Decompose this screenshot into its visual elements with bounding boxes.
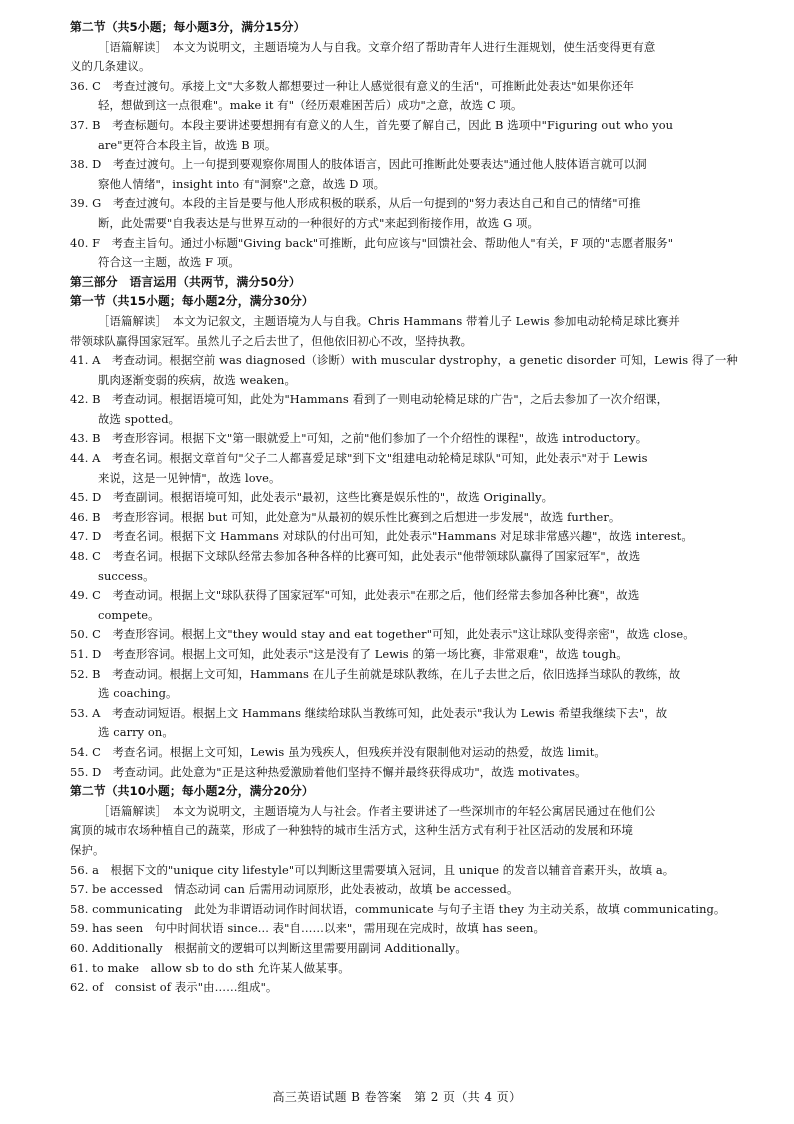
text-line: 察他人情绪"，insight into 有"洞察"之意，故选 D 项。 <box>98 176 386 191</box>
section-heading: 第二节（共5小题；每小题3分，满分15分） <box>70 20 306 34</box>
text-line: 46. B 考查形容词。根据 but 可知，此处意为"从最初的娱乐性比赛到之后想进一步发展"，故选 further。 <box>70 509 621 524</box>
text-line: success。 <box>98 568 155 583</box>
text-line: 37. B 考查标题句。本段主要讲述要想拥有有意义的人生，首先要了解自己，因此 B 选项中"Figuring out who you <box>70 117 674 132</box>
text-line: 55. D 考查动词。此处意为"正是这种热爱激励着他们坚持不懈并最终获得成功"，故选 motivates。 <box>70 764 587 779</box>
text-line: 42. B 考查动词。根据语境可知，此处为"Hammans 看到了一则电动轮椅足球的广告"，之后去参加了一次介绍课， <box>70 392 669 407</box>
section-heading: 第一节（共15小题；每小题2分，满分30分） <box>70 294 314 309</box>
text-line: 带领球队赢得国家冠军。虽然儿子之后去世了，但他依旧初心不改，坚持执教。 <box>70 333 473 348</box>
text-line: 38. D 考查过渡句。上一句提到要观察你周围人的肢体语言，因此可推断此处要表达"通过他人肢体语言就可以洞 <box>70 157 647 172</box>
text-line: ［语篇解读］ 本文为记叙文，主题语境为人与自我。Chris Hammans 带着儿子 Lewis 参加电动轮椅足球比赛并 <box>98 313 680 328</box>
section-heading: 第二节（共10小题；每小题2分，满分20分） <box>70 784 314 799</box>
text-line: 53. A 考查动词短语。根据上文 Hammans 继续给球队当教练可知，此处表示"我认为 Lewis 希望我继续下去"，故 <box>70 705 668 720</box>
text-line: 45. D 考查副词。根据语境可知，此处表示"最初，这些比赛是娱乐性的"，故选 Originally。 <box>70 490 554 505</box>
text-line: 40. F 考查主旨句。通过小标题"Giving back"可推断，此句应该与"回馈社会、帮助他人"有关，F 项的"志愿者服务" <box>70 235 674 250</box>
text-line: 选 coaching。 <box>98 686 178 701</box>
text-line: 来说，这是一见钟情"，故选 love。 <box>98 470 281 485</box>
text-line: 57. be accessed 情态动词 can 后需用动词原形，此处表被动，故填 be accessed。 <box>70 882 519 897</box>
text-line: 44. A 考查名词。根据文章首句"父子二人都喜爱足球"到下文"组建电动轮椅足球队"可知，此处表示"对于 Lewis <box>70 451 648 466</box>
text-line: 43. B 考查形容词。根据下文"第一眼就爱上"可知，之前"他们参加了一个介绍性的课程"，故选 introductory。 <box>70 431 648 446</box>
text-line: 48. C 考查名词。根据下文球队经常去参加各种各样的比赛可知，此处表示"他带领球队赢得了国家冠军"，故选 <box>70 549 641 564</box>
text-line: 54. C 考查名词。根据上文可知，Lewis 虽为残疾人，但残疾并没有限制他对运动的热爱，故选 limit。 <box>70 744 606 759</box>
text-line: 故选 spotted。 <box>98 411 181 426</box>
text-line: 保护。 <box>70 842 105 857</box>
text-line: 39. G 考查过渡句。本段的主旨是要与他人形成积极的联系，从后一句提到的"努力表达自己和自己的情绪"可推 <box>70 196 641 211</box>
text-line: 49. C 考查动词。根据上文"球队获得了国家冠军"可知，此处表示"在那之后，他们经常去参加各种比赛"，故选 <box>70 588 640 603</box>
text-line: 59. has seen 句中时间状语 since... 表"自……以来"，需用现在完成时，故填 has seen。 <box>70 921 545 936</box>
text-line: 轻，想做到这一点很难"。make it 有"（经历艰难困苦后）成功"之意，故选 C 项。 <box>98 98 523 113</box>
page-footer: 高三英语试题 B 卷答案 第 2 页（共 4 页） <box>272 1090 522 1104</box>
text-line: 47. D 考查名词。根据下文 Hammans 对球队的付出可知，此处表示"Hammans 对足球非常感兴趣"，故选 interest。 <box>70 529 693 544</box>
text-line: 56. a 根据下文的"unique city lifestyle"可以判断这里需要填入冠词，且 unique 的发音以辅音音素开头，故填 a。 <box>70 862 675 877</box>
text-line: 符合这一主题，故选 F 项。 <box>98 255 240 270</box>
text-line: compete。 <box>98 607 160 622</box>
text-line: ［语篇解读］ 本文为说明文，主题语境为人与社会。作者主要讲述了一些深圳市的年轻公寓居民通过在他们公 <box>98 803 656 818</box>
text-line: ［语篇解读］ 本文为说明文，主题语境为人与自我。文章介绍了帮助青年人进行生涯规划，使生活变得更有意 <box>98 39 656 54</box>
text-line: 61. to make allow sb to do sth 允许某人做某事。 <box>70 960 350 975</box>
text-line: 62. of consist of 表示"由……组成"。 <box>70 980 278 995</box>
text-line: 60. Additionally 根据前文的逻辑可以判断这里需要用副词 Additionally。 <box>70 940 467 955</box>
text-line: 选 carry on。 <box>98 725 174 740</box>
text-line: 断，此处需要"自我表达是与世界互动的一种很好的方式"来起到衔接作用，故选 G 项。 <box>98 215 539 230</box>
text-line: are"更符合本段主旨，故选 B 项。 <box>98 137 277 152</box>
text-line: 58. communicating 此处为非谓语动词作时间状语，communicate 与句子主语 they 为主动关系，故填 communicating。 <box>70 901 726 916</box>
text-line: 51. D 考查形容词。根据上文可知，此处表示"这是没有了 Lewis 的第一场比赛，非常艰难"，故选 tough。 <box>70 647 628 661</box>
text-line: 36. C 考查过渡句。承接上文"大多数人都想要过一种让人感觉很有意义的生活"，可推断此处表达"如果你还年 <box>70 78 635 93</box>
text-line: 寓顶的城市农场种植自己的蔬菜，形成了一种独特的城市生活方式，这种生活方式有利于社区活动的发展和环境 <box>70 823 634 838</box>
text-line: 义的几条建议。 <box>70 59 151 74</box>
section-heading: 第三部分 语言运用（共两节，满分50分） <box>70 274 301 289</box>
text-line: 肌肉逐渐变弱的疾病，故选 weaken。 <box>98 372 296 387</box>
answer-content <box>70 18 768 998</box>
text-line: 50. C 考查形容词。根据上文"they would stay and eat together"可知，此处表示"这让球队变得亲密"，故选 close。 <box>70 627 695 642</box>
text-line: 41. A 考查动词。根据空前 was diagnosed（诊断）with muscular dystrophy，a genetic disorder 可知，Lewis 得了一种 <box>70 353 738 368</box>
text-line: 52. B 考查动词。根据上文可知，Hammans 在儿子生前就是球队教练，在儿子去世之后，依旧选择当球队的教练，故 <box>70 666 681 681</box>
